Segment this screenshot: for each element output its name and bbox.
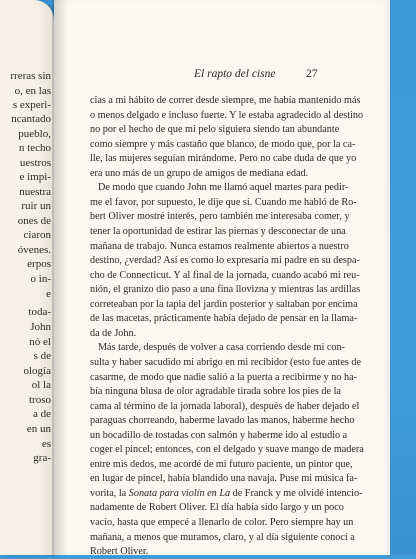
- text-line: destino, ¿verdad? Así es como lo expresaría mi padre en su despa-: [90, 255, 360, 267]
- running-head: [54, 68, 390, 84]
- text-line: o menos delgado e incluso fuerte. Y le estaba agradecido al destino: [90, 109, 364, 121]
- previous-page-fragment: s experi-: [12, 99, 51, 111]
- page-number: 27: [306, 68, 318, 80]
- text-line: tener la oportunidad de estirar las piernas y desconectar de una: [90, 226, 346, 237]
- text-line: cho de Connecticut. Y al final de la jornada, cuando acabó mi reu-: [90, 269, 360, 281]
- text-line: da de John.: [90, 327, 137, 339]
- text-line: nadamente de Robert Oliver. El día había sido largo y un poco: [90, 502, 344, 514]
- previous-page-fragment: John: [30, 321, 51, 333]
- text-line: entre mis dedos, me acordé de mi futuro paciente, un pintor que,: [90, 458, 353, 470]
- text-line: vacío, hasta que empecé a llenarlo de color. Pero siempre hay un: [90, 517, 354, 528]
- previous-page-fragment: n techo: [18, 142, 51, 154]
- previous-page-fragment: ciaron: [23, 229, 51, 241]
- text-line: correteaban por la tapia del jardín posterior y saltaban por encima: [90, 298, 358, 310]
- text-line: bía ninguna blusa de olor agradable tirada sobre los pies de la: [90, 386, 341, 397]
- text-line: De modo que cuando John me llamó aquel martes para pedir-: [98, 182, 349, 194]
- text-line: Más tarde, después de volver a casa corriendo desde mi con-: [98, 342, 345, 354]
- running-title: El rapto del cisne: [194, 68, 276, 80]
- previous-page-fragment: ones de: [17, 215, 51, 227]
- previous-page-fragment: gra-: [33, 452, 51, 464]
- text-line: en lugar de pincel, había blandido una navaja. Puse mi música fa-: [90, 473, 358, 485]
- previous-page-fragment: e impi-: [19, 171, 51, 183]
- text-line: vorita, la Sonata para violín en La de Franck y me olvidé intencio-: [90, 487, 363, 499]
- previous-page-fragment: rreras sin: [10, 70, 51, 82]
- previous-page-fragment: ología: [23, 365, 51, 377]
- previous-page-fragment: o in-: [30, 273, 51, 285]
- text-line: Robert Oliver.: [90, 546, 149, 558]
- text-line: bert Oliver mostré interés, pero también me interesaba comer, y: [90, 211, 350, 223]
- text-line: mañana, a menos que muramos, claro, y al día siguiente conocí a: [90, 531, 355, 543]
- text-line: nión, el granizo dio paso a una fina llovizna y mientras las ardillas: [90, 284, 361, 296]
- text-line: lle, las mujeres seguían mirándome. Pero no cabe duda de que yo: [90, 153, 357, 165]
- previous-page-fragment: ncantado: [11, 113, 51, 125]
- book-page: [54, 0, 390, 558]
- previous-page-fragment: es: [41, 438, 51, 450]
- previous-page-fragment: erpos: [27, 258, 51, 270]
- book-gutter: [52, 0, 68, 555]
- previous-page-fragment: nó el: [29, 336, 51, 348]
- previous-page-fragment: ol la: [31, 379, 51, 391]
- text-line: cama al término de la jornada laboral), después de haber dejado el: [90, 400, 360, 412]
- text-line: coger el pincel; entonces, con el delgado y suave mango de madera: [90, 444, 364, 456]
- text-line: cias a mi hábito de correr desde siempre, me había mantenido más: [90, 95, 361, 106]
- text-line: paraguas chorreando, haberme lavado las manos, haberme hecho: [90, 415, 355, 427]
- previous-page-fragment: toda-: [28, 306, 51, 318]
- previous-page-fragment: óvenes.: [17, 244, 51, 256]
- previous-page-fragment: o, en las: [14, 85, 51, 97]
- text-line: no por el hecho de que mi pelo siguiera siendo tan abundante: [90, 124, 340, 136]
- previous-page-fragment: troso: [29, 394, 51, 406]
- previous-page-fragment: en un: [26, 423, 51, 435]
- previous-page: [0, 0, 54, 555]
- text-line: era uno más de un grupo de amigos de mediana edad.: [90, 167, 309, 179]
- previous-page-fragment: s de: [33, 350, 51, 362]
- previous-page-fragment: pueblo,: [18, 128, 51, 140]
- text-line: como siempre y más castaño que blanco, de modo que, por la ca-: [90, 138, 356, 150]
- previous-page-fragment: e: [46, 288, 51, 300]
- text-line: me el favor, por supuesto, le dije que sí. Cuando me habló de Ro-: [90, 196, 357, 208]
- text-line: mañana de trabajo. Nunca estamos realmente abiertos a nuestro: [90, 240, 349, 252]
- previous-page-fragment: uestros: [19, 157, 51, 169]
- text-line: de las macetas, prácticamente había dejado de pensar en la llama-: [90, 313, 358, 325]
- previous-page-fragment: ruir un: [21, 200, 51, 212]
- text-line: un bocadillo de tostadas con salmón y haberme ido al estudio a: [90, 429, 348, 441]
- previous-page-fragment: a de: [32, 408, 51, 420]
- text-line: casarme, de modo que nadie salió a la puerta a recibirme y no ha-: [90, 371, 358, 383]
- previous-page-fragment: nuestra: [19, 186, 51, 198]
- text-line: sulta y haber sacudido mi abrigo en mi recibidor (esto fue antes de: [90, 356, 362, 368]
